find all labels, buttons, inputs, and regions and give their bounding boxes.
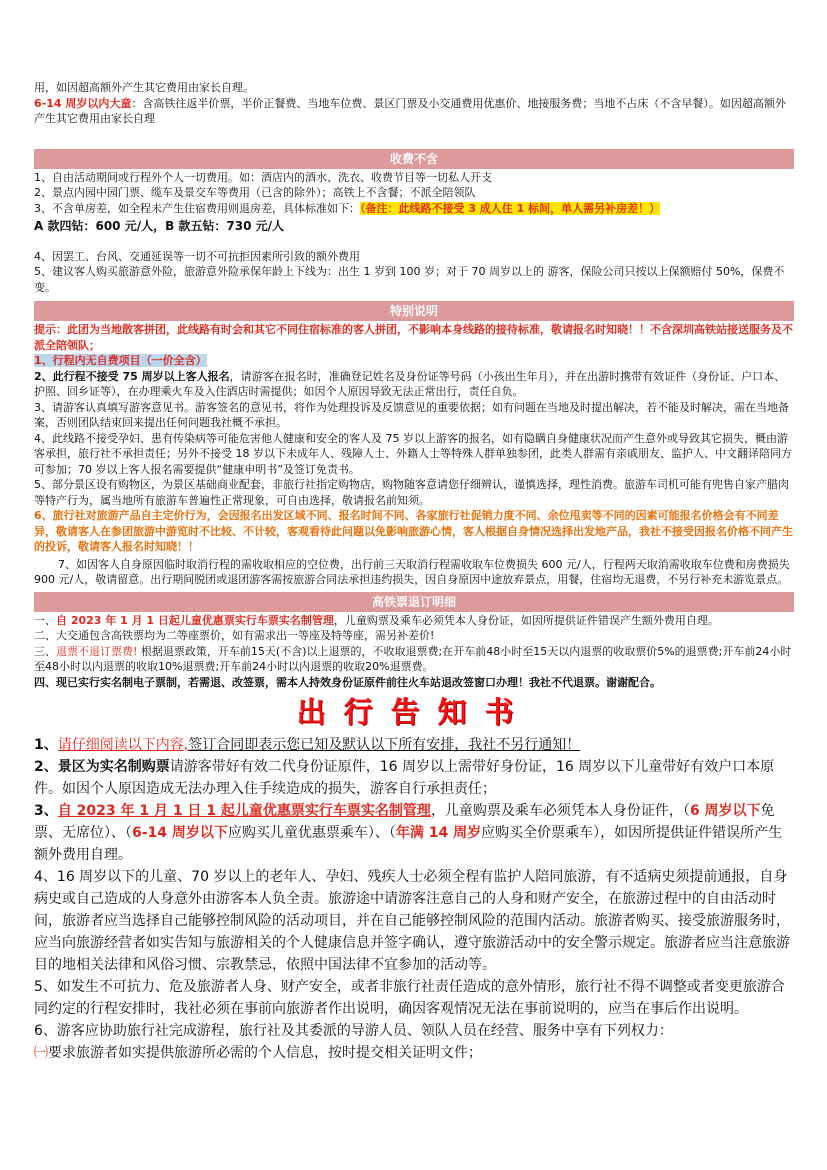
realname-ticket: 2、景区为实名制购票 <box>34 759 170 775</box>
rail-header: 高铁票退订明细 <box>34 592 794 612</box>
notice-item-6: 6、游客应协助旅行社完成游程，旅行社及其委派的导游人员、领队人员在经营、服务中享有下列权力： <box>34 1023 673 1039</box>
special-item-5: 5、部分景区设有购物区，为景区基础商业配套，非旅行社指定购物店，购物随客意请您仔细辨认，谨慎选择，理性消费。旅游车司机可能有兜售自家产腊肉等特产行为，属当地所有旅游车普遍性正常现象，可自由选择，敬请报名前知须。 <box>34 478 789 507</box>
excluded-item-1: 1、自由活动期间或行程外个人一切费用。如：酒店内的酒水、洗衣、收费节目等一切私人开支 <box>34 170 492 184</box>
notice-item-4: 4、16 周岁以下的儿童、70 岁以上的老年人、孕妇、残疾人士必须全程有监护人陪同旅游，有不适病史须提前通报，自身病史或自己造成的人身意外由游客本人负全责。旅游途中请游客注意自己的人身和财产安全，在旅游过程中的自由活动时间，旅游者应当选择自己能够控制风险的活动项目，并在自己能够控制风险的范围内活动。旅游者购买、接受旅游服务时，应当向旅游经营者如实告知与旅游相关的个人健康信息并签字确认，遵守旅游活动中的安全警示规定。旅游者应当注意旅游目的地相关法律和风俗习惯、宗教禁忌，依照中国法律不宜参加的活动等。 <box>34 869 790 973</box>
rail-section <box>34 613 794 691</box>
rail-realname-note: 自 2023 年 1 月 1 日起儿童优惠票实行车票实名制管理 <box>56 613 334 627</box>
excluded-item-3-text: 3、不含单房差，如全程未产生住宿费用则退房差，具体标准如下： <box>34 201 360 215</box>
notice-item-1-num: 1、 <box>34 737 58 753</box>
sub-item-mark: ㈠ <box>34 1045 48 1061</box>
special-item-6: 6、旅行社对旅游产品自主定价行为，会因报名出发区域不同、报名时间不同、各家旅行社促销力度不同、余位甩卖等不同的因素可能报名价格会有不同差异，敬请客人在参团旅游中游览时不比较、不计较，客观看待此问题以免影响旅游心情，客人根据自身情况选择出发地产品，我社不接受因报名价格不同产生的投诉，敬请客人报名时知晓！！ <box>34 509 793 553</box>
notice-title: 出行告知书 <box>296 695 532 729</box>
notice-item-3-e: 应购买儿童优惠票乘车）、（ <box>227 825 396 841</box>
age-limit: 2、此行程不接受 75 周岁以上客人报名 <box>34 369 230 383</box>
notice-item-1-text: 签订合同即表示您已知及默认以下所有安排，我社不另行通知！ <box>188 737 581 753</box>
notice-item-3-c: 免票、无席位）、（ <box>34 803 775 841</box>
notice-item-6-sub <box>34 1042 794 1064</box>
notice-item-3-a: ，儿童购票及乘车必须凭本人身份证件，（ <box>430 803 690 819</box>
under-6: 6 周岁以下 <box>689 803 761 819</box>
refund-note: 退票不退订票费! <box>56 644 138 658</box>
intro-section <box>34 80 794 127</box>
no-self-pay: 1、行程内无自费项目（一价全含） <box>34 354 207 367</box>
age-14-plus: 年满 14 周岁 <box>395 825 482 841</box>
child-fee-line <box>34 96 794 127</box>
price-line: A 款四钻：600 元/人，B 款五钻：730 元/人 <box>34 219 285 233</box>
notice-item-3-g: 应购买全价票乘车），如因所提供证件错误所产生额外费用自理。 <box>34 825 783 863</box>
special-item-2-text: ，请游客在报名时，准确登记姓名及身份证等号码（小孩出生年月），并在出游时携带有效证件（身份证、户口本、护照、回乡证等），在办理乘火车及入住酒店时需提供；如因个人原因导致无法正常出行，责任自负。 <box>34 369 786 398</box>
rail-item-1-num: 一、 <box>34 613 56 627</box>
special-header: 特别说明 <box>34 301 794 321</box>
notice-item-2 <box>34 756 794 800</box>
notice-title-wrap <box>34 696 794 728</box>
age-6-14: 6-14 周岁以下 <box>132 825 228 841</box>
special-section <box>34 322 794 588</box>
child-label: 6-14 周岁以内大童 <box>34 96 132 110</box>
excluded-item-4: 4、因罢工、台风、交通延误等一切不可抗拒因素所引致的额外费用 <box>34 249 360 263</box>
room-note: （备注：此线路不接受 3 成人住 1 标间，单人需另补房差！） <box>360 201 661 215</box>
notice-item-3-num: 3、 <box>34 803 58 819</box>
special-item-3: 3、请游客认真填写游客意见书。游客签名的意见书，将作为处理投诉及反馈意见的重要依据；如有问题在当地及时提出解决，若不能及时解决，需在当地备案，否则团队结束回来提出任何问题我社概不承担。 <box>34 400 789 429</box>
special-item-2 <box>34 369 794 400</box>
special-item-7: 7、如因客人自身原因临时取消行程的需收取相应的空位费，出行前三天取消行程需收取车位费损失 600 元/人，行程两天取消需收取车位费和房费损失 900 元/人，敬请留意。出行期间脱团或退团游客需按旅游合同法承担违约损失，因自身原因中途放弃景点，用餐，住宿均无退费，不另行补充未游览景点。 <box>34 557 790 586</box>
notice-item-1 <box>34 734 794 756</box>
excluded-header: 收费不含 <box>34 149 794 169</box>
notice-item-3 <box>34 800 794 866</box>
excluded-item-5: 5、建议客人购买旅游意外险，旅游意外险承保年龄上下线为：出生 1 岁到 100 岁；对于 70 周岁以上的 游客，保险公司只按以上保额赔付 50%，保费不变。 <box>34 265 785 294</box>
special-tip: 提示：此团为当地散客拼团，此线路有时会和其它不同住宿标准的客人拼团，不影响本身线路的接待标准，敬请报名时知晓！！不含深圳高铁站接送服务及不派全陪领队； <box>34 323 793 352</box>
notice-item-5: 5、如发生不可抗力、危及旅游者人身、财产安全，或者非旅行社责任造成的意外情形，旅行社不得不调整或者变更旅游合同约定的行程安排时，我社必须在事前向旅游者作出说明，确因客观情况无法在事前说明的，应当在事后作出说明。 <box>34 979 785 1017</box>
rail-item-2: 二、大交通包含高铁票均为二等座票价，如有需求出一等座及特等座，需另补差价! <box>34 629 435 642</box>
read-carefully: 请仔细阅读以下内容, <box>57 737 189 753</box>
rail-item-3 <box>34 644 794 675</box>
special-item-1 <box>34 353 794 369</box>
excluded-section <box>34 170 794 296</box>
rail-item-1-text: ，儿童购票及乘车必须凭本人身份证，如因所提供证件错误产生额外费用自理。 <box>333 613 719 627</box>
notice-item-2-text: 请游客带好有效二代身份证原件，16 周岁以上需带好身份证，16 周岁以下儿童带好有效户口本原件。如因个人原因造成无法办理入住手续造成的损失，游客自行承担责任； <box>34 759 775 797</box>
rail-item-1 <box>34 613 794 629</box>
rail-item-3-num: 三、 <box>34 644 56 658</box>
intro-line: 用，如因超高额外产生其它费用由家长自理。 <box>34 81 254 94</box>
notice-section <box>34 734 794 1064</box>
child-text: ：含高铁往返半价票，半价正餐费、当地车位费、景区门票及小交通费用优惠价、地接服务费；当地不占床（不含早餐）。如因超高额外产生其它费用由家长自理 <box>34 96 786 125</box>
excluded-item-2: 2、景点内园中园门票、缆车及景交车等费用（已含的除外）；高铁上不含餐；不派全陪领队 <box>34 186 476 199</box>
document-page <box>34 80 794 1064</box>
rail-item-3-text: 根据退票政策，开车前15天(不含)以上退票的，不收取退票费;在开车前48小时至15天以内退票的收取票价5%的退票费;开车前24小时至48小时以内退票的收取10%退票费;开车前24小时以内退票的收取20%退票费。 <box>34 644 792 673</box>
rail-item-4: 四、现已实行实名制电子票制，若需退、改签票，需本人持效身份证原件前往火车站退改签窗口办理！我社不代退票。谢谢配合。 <box>34 675 661 689</box>
special-item-4: 4、此线路不接受孕妇、患有传染病等可能危害他人健康和安全的客人及 75 岁以上游客的报名，如有隐瞒自身健康状况而产生意外或导致其它损失，概由游客承担，旅行社不承担责任；另外不接受 18 岁以下未成年人、残障人士、外籍人士等特殊人群单独参团，此类人群需有亲戚朋友、监护人、中文翻译陪同方可参加；70 岁以上客人报名需要提供“健康申明书”及签订免责书。 <box>34 431 792 476</box>
notice-item-6-sub-text: 要求旅游者如实提供旅游所必需的个人信息，按时提交相关证明文件； <box>48 1045 482 1061</box>
child-realname: 自 2023 年 1 月 1 日 1 起儿童优惠票实行车票实名制管理 <box>57 803 431 819</box>
excluded-item-3 <box>34 201 794 217</box>
